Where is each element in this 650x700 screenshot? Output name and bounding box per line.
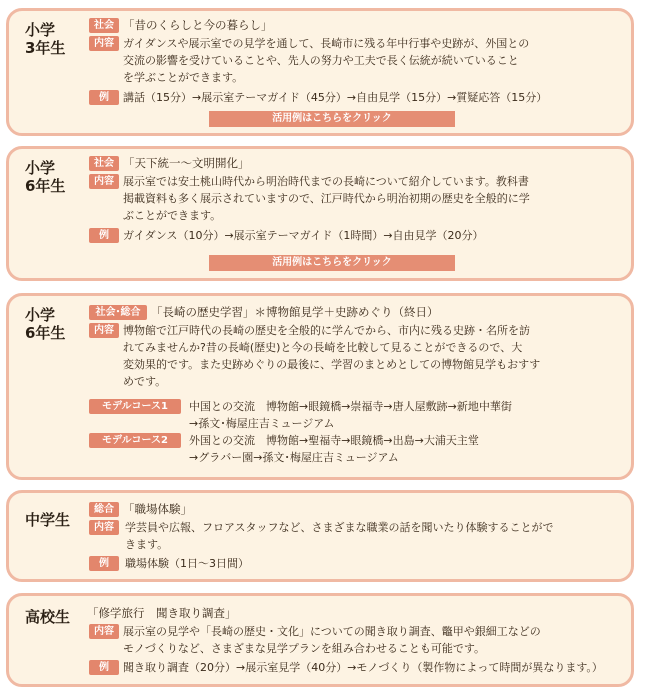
model-course-2-tag: モデルコース2 <box>89 433 181 448</box>
section-high-school <box>6 593 634 687</box>
example-tag: 例 <box>89 556 119 571</box>
content-row <box>89 322 540 390</box>
content-text: 学芸員や広報、フロアスタッフなど、さまざまな職業の話を聞いたり体験することがで きます。 <box>125 521 554 551</box>
example-text: ガイダンス（10分）→展示室テーマガイド（1時間）→自由見学（20分） <box>123 229 484 242</box>
grade-label: 高校生 <box>25 608 71 626</box>
section-title: 「修学旅行 聞き取り調査」 <box>87 606 237 620</box>
grade-label: 小学 6年生 <box>25 159 66 195</box>
example-tag: 例 <box>89 228 119 243</box>
content-row <box>89 35 529 86</box>
grade-label: 小学 6年生 <box>25 306 66 342</box>
subject-row <box>89 17 273 34</box>
model-course-1-tag: モデルコース1 <box>89 399 181 414</box>
example-text: 講話（15分）→展示室テーマガイド（45分）→自由見学（15分）→質疑応答（15分） <box>123 91 548 104</box>
section-title: 「昔のくらしと今の暮らし」 <box>123 18 273 32</box>
subject-tag: 社会 <box>89 156 119 171</box>
content-tag: 内容 <box>89 520 119 535</box>
subject-row <box>89 155 250 172</box>
subject-row <box>89 501 192 518</box>
usage-example-button[interactable]: 活用例はこちらをクリック <box>209 255 455 271</box>
section-title: 「天下統一～文明開化」 <box>123 156 250 170</box>
content-tag: 内容 <box>89 36 119 51</box>
content-tag: 内容 <box>89 624 119 639</box>
example-tag: 例 <box>89 90 119 105</box>
content-text: 博物館で江戸時代の長崎の歴史を全般的に学んでから、市内に残る史跡・名所を訪 れてみませんか?昔の長崎(歴史)と今の長崎を比較して見ることができるので、大 変効果的です。また史跡めぐりの最後に、学習のまとめとしての博物館見学もおすす めです。 <box>123 324 541 388</box>
example-row <box>89 659 603 676</box>
example-row <box>89 555 249 572</box>
example-tag: 例 <box>89 660 119 675</box>
subject-row <box>89 304 439 321</box>
example-text: 職場体験（1日～3日間） <box>125 557 249 570</box>
example-text: 聞き取り調査（20分）→展示室見学（40分）→モノづくり（製作物によって時間が異なります。） <box>123 661 603 674</box>
content-row <box>89 623 541 657</box>
content-text: 展示室では安土桃山時代から明治時代までの長崎について紹介しています。教科書 掲載資料も多く展示されていますので、江戸時代から明治初期の歴史を全般的に学 ぶことができます。 <box>123 175 530 222</box>
subject-tag: 総合 <box>89 502 119 517</box>
content-text: ガイダンスや展示室での見学を通して、長崎市に残る年中行事や史跡が、外国との 交流の影響を受けていることや、先人の努力や工夫で長く伝統が続いていること を学ぶことができます。 <box>123 37 530 84</box>
example-row <box>89 89 547 106</box>
content-row <box>89 519 554 553</box>
model-course-2-text: 外国との交流 博物館→聖福寺→眼鏡橋→出島→大浦天主堂 →グラバー園→孫文･梅屋庄吉ミュージアム <box>189 434 479 464</box>
content-text: 展示室の見学や「長崎の歴史・文化」についての聞き取り調査、鼈甲や銀細工などの モノづくりなど、さまざまな見学プランを組み合わせることも可能です。 <box>123 625 541 655</box>
title-row <box>87 605 237 622</box>
usage-example-button[interactable]: 活用例はこちらをクリック <box>209 111 455 127</box>
content-tag: 内容 <box>89 174 119 189</box>
content-row <box>89 173 530 224</box>
model-course-2-row <box>89 432 479 466</box>
grade-label: 小学 3年生 <box>25 21 66 57</box>
content-tag: 内容 <box>89 323 119 338</box>
section-title: 「長崎の歴史学習」＊博物館見学＋史跡めぐり（終日） <box>151 305 439 319</box>
section-junior-high <box>6 490 634 582</box>
section-elementary-6-history <box>6 293 634 480</box>
section-title: 「職場体験」 <box>123 502 192 516</box>
subject-tag: 社会 <box>89 18 119 33</box>
section-elementary-3 <box>6 8 634 136</box>
section-elementary-6 <box>6 146 634 281</box>
model-course-1-row <box>89 398 512 432</box>
example-row <box>89 227 484 244</box>
model-course-1-text: 中国との交流 博物館→眼鏡橋→崇福寺→唐人屋敷跡→新地中華街 →孫文･梅屋庄吉ミュージアム <box>189 400 512 430</box>
subject-tag: 社会･総合 <box>89 305 147 320</box>
grade-label: 中学生 <box>25 511 71 529</box>
